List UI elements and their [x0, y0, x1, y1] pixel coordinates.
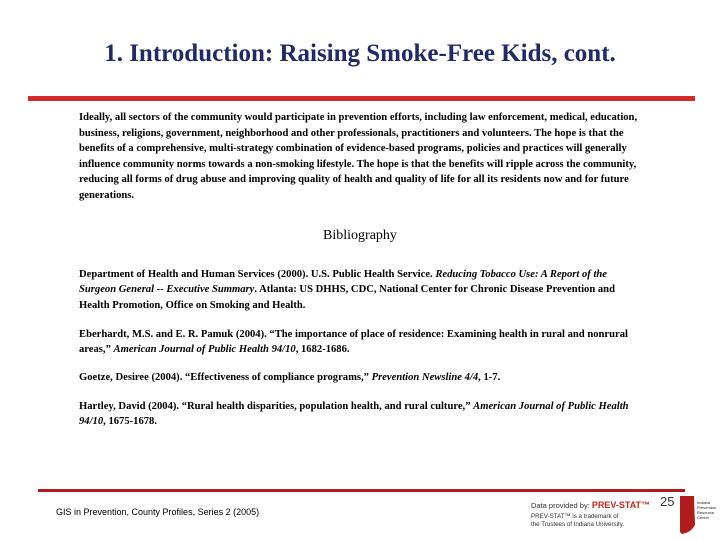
logo-text-line: Indiana	[697, 500, 711, 505]
reference-text: Goetze, Desiree (2004). “Effectiveness of compliance programs,”	[79, 372, 372, 383]
slide-title: 1. Introduction: Raising Smoke-Free Kids, cont.	[104, 40, 616, 67]
trademark-note	[531, 513, 624, 529]
prev-stat-brand: PREV-STAT™	[591, 500, 651, 510]
bibliography-heading: Bibliography	[323, 228, 397, 243]
credit-prefix: Data provided by:	[531, 501, 592, 510]
bibliography-entry	[79, 267, 641, 313]
trademark-line: PREV-STAT™ is a trademark of	[531, 513, 619, 520]
logo-text-line: Prevention	[697, 505, 717, 510]
reference-text: , 1-7.	[478, 372, 501, 383]
bibliography-entry	[79, 327, 641, 358]
intro-paragraph: Ideally, all sectors of the community would participate in prevention efforts, including law enforcement, medical, education, business, religions, government, neighborhood and other professionals, practitioners and volunteers. The hope is that the benefits of a comprehensive, multi-strategy combination of evidence-based programs, policies and practices will generally influence community norms towards a non-smoking lifestyle. The hope is that the benefits will ripple across the community, reducing all forms of drug abuse and improving quality of health and quality of life for all its residents now and for future generations.	[79, 112, 638, 201]
footer-divider	[38, 489, 685, 492]
reference-text: . Atlanta: US DHHS, CDC, National Center for Chronic Disease Prevention and Health Promotion, Office on Smoking and Health.	[79, 284, 615, 311]
page-number: 25	[660, 494, 675, 509]
data-credit	[531, 499, 676, 533]
reference-text: , 1682-1686.	[295, 344, 350, 356]
reference-text: Department of Health and Human Services (2000). U.S. Public Health Service.	[79, 269, 436, 280]
footer-series-label: GIS in Prevention, County Profiles, Series 2 (2005)	[56, 507, 260, 517]
reference-title: American Journal of Public Health 94/10	[79, 401, 629, 428]
logo-text-line: Resource	[697, 510, 715, 515]
reference-text: Eberhardt, M.S. and E. R. Pamuk (2004). “The importance of place of residence: Examining health in rural and nonrural areas,”	[79, 329, 628, 356]
logo-text-line: Center	[697, 515, 710, 520]
trademark-line: the Trustees of Indiana University.	[531, 521, 625, 528]
logo-caption	[697, 500, 719, 520]
title-divider	[28, 96, 695, 101]
reference-title: American Journal of Public Health 94/10	[113, 344, 296, 356]
reference-title: Reducing Tobacco Use: A Report of the Surgeon General -- Executive Summary	[79, 269, 607, 296]
credit-line	[531, 500, 650, 510]
bibliography-entry	[79, 399, 641, 430]
bibliography-entry	[79, 370, 641, 385]
reference-text: Hartley, David (2004). “Rural health disparities, population health, and rural culture,”	[79, 401, 474, 412]
reference-text: , 1675-1678.	[103, 416, 157, 428]
reference-title: Prevention Newsline 4/4	[371, 372, 479, 383]
